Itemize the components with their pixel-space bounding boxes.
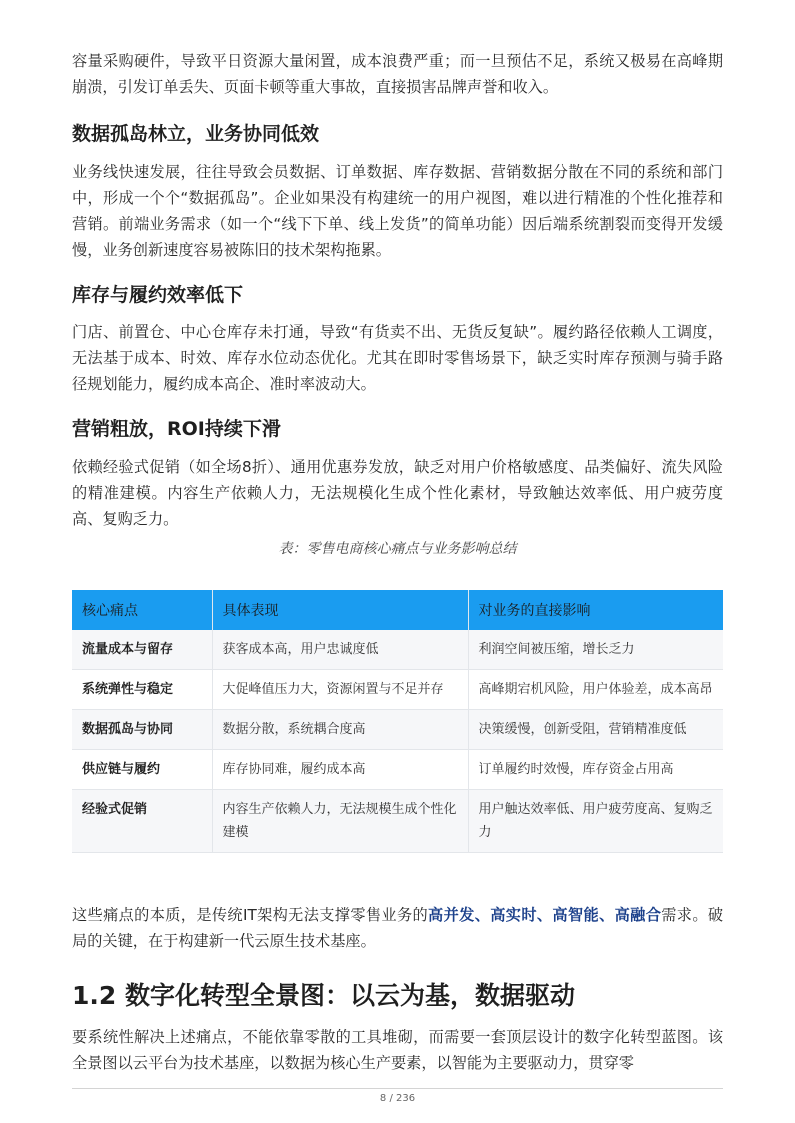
table-row bbox=[72, 790, 723, 853]
table-cell-painpoint: 流量成本与留存 bbox=[72, 630, 212, 670]
section-body-marketing: 依赖经验式促销（如全场8折）、通用优惠券发放，缺乏对用户价格敏感度、品类偏好、流失风险的精准建模。内容生产依赖人力，无法规模化生成个性化素材，导致触达效率低、用户疲劳度高、复购乏力。 bbox=[72, 458, 723, 528]
intro-paragraph: 容量采购硬件，导致平日资源大量闲置，成本浪费严重；而一旦预估不足，系统又极易在高峰期崩溃，引发订单丢失、页面卡顿等重大事故，直接损害品牌声誉和收入。 bbox=[72, 52, 723, 96]
section-body-inventory: 门店、前置仓、中心仓库存未打通，导致“有货卖不出、无货反复缺”。履约路径依赖人工调度，无法基于成本、时效、库存水位动态优化。尤其在即时零售场景下，缺乏实时库存预测与骑手路径规划能力，履约成本高企、准时率波动大。 bbox=[72, 323, 723, 393]
table-cell: 大促峰值压力大，资源闲置与不足并存 bbox=[212, 670, 468, 710]
section-heading-inventory: 库存与履约效率低下 bbox=[72, 284, 244, 306]
footer-divider bbox=[72, 1088, 723, 1089]
table-cell: 数据分散，系统耦合度高 bbox=[212, 710, 468, 750]
section-heading-data-silos: 数据孤岛林立，业务协同低效 bbox=[72, 123, 320, 145]
keyword-separator: 、 bbox=[599, 906, 615, 924]
keyword-realtime: 高实时 bbox=[490, 906, 537, 924]
table-cell-painpoint: 系统弹性与稳定 bbox=[72, 670, 212, 710]
table-cell: 内容生产依赖人力，无法规模生成个性化建模 bbox=[212, 790, 468, 853]
table-header-cell: 具体表现 bbox=[212, 590, 468, 630]
table-row bbox=[72, 670, 723, 710]
table-cell: 决策缓慢，创新受阻，营销精准度低 bbox=[468, 710, 723, 750]
summary-suffix: 需求。破局的关键，在于构建新一代云原生技术基座。 bbox=[72, 906, 724, 950]
table-cell: 用户触达效率低、用户疲劳度高、复购乏力 bbox=[468, 790, 723, 853]
table-cell: 高峰期宕机风险，用户体验差，成本高昂 bbox=[468, 670, 723, 710]
table-header-row bbox=[72, 590, 723, 630]
table-cell: 库存协同难，履约成本高 bbox=[212, 750, 468, 790]
keyword-separator: 、 bbox=[536, 906, 553, 924]
table-cell-painpoint: 数据孤岛与协同 bbox=[72, 710, 212, 750]
summary-paragraph bbox=[72, 902, 723, 954]
section-heading-marketing: 营销粗放，ROI持续下滑 bbox=[72, 418, 281, 440]
keyword-intelligence: 高智能 bbox=[552, 906, 600, 924]
summary-prefix: 这些痛点的本质，是传统IT架构无法支撑零售业务的 bbox=[72, 906, 429, 924]
table-row bbox=[72, 710, 723, 750]
section-body-data-silos: 业务线快速发展，往往导致会员数据、订单数据、库存数据、营销数据分散在不同的系统和部门中，形成一个个“数据孤岛”。企业如果没有构建统一的用户视图，难以进行精准的个性化推荐和营销。前端业务需求（如一个“线下下单、线上发货”的简单功能）因后端系统割裂而变得开发缓慢，业务创新速度容易被陈旧的技术架构拖累。 bbox=[72, 163, 723, 259]
table-cell-painpoint: 经验式促销 bbox=[72, 790, 212, 853]
keyword-high-concurrency: 高并发 bbox=[428, 906, 475, 924]
table-header-cell: 对业务的直接影响 bbox=[468, 590, 723, 630]
table-cell: 获客成本高，用户忠诚度低 bbox=[212, 630, 468, 670]
table-caption: 表：零售电商核心痛点与业务影响总结 bbox=[278, 541, 517, 557]
table-header-cell: 核心痛点 bbox=[72, 590, 212, 630]
chapter-heading: 1.2 数字化转型全景图：以云为基，数据驱动 bbox=[72, 981, 575, 1010]
page-number: 8 / 236 bbox=[379, 1093, 416, 1104]
table-cell: 订单履约时效慢，库存资金占用高 bbox=[468, 750, 723, 790]
pain-points-table bbox=[72, 590, 723, 853]
table-row bbox=[72, 630, 723, 670]
table-row bbox=[72, 750, 723, 790]
keyword-integration: 高融合 bbox=[614, 906, 662, 924]
keyword-separator: 、 bbox=[474, 906, 491, 924]
chapter-body: 要系统性解决上述痛点，不能依靠零散的工具堆砌，而需要一套顶层设计的数字化转型蓝图。该全景图以云平台为技术基座，以数据为核心生产要素，以智能为主要驱动力，贯穿零 bbox=[72, 1028, 723, 1072]
table-cell-painpoint: 供应链与履约 bbox=[72, 750, 212, 790]
table-cell: 利润空间被压缩，增长乏力 bbox=[468, 630, 723, 670]
